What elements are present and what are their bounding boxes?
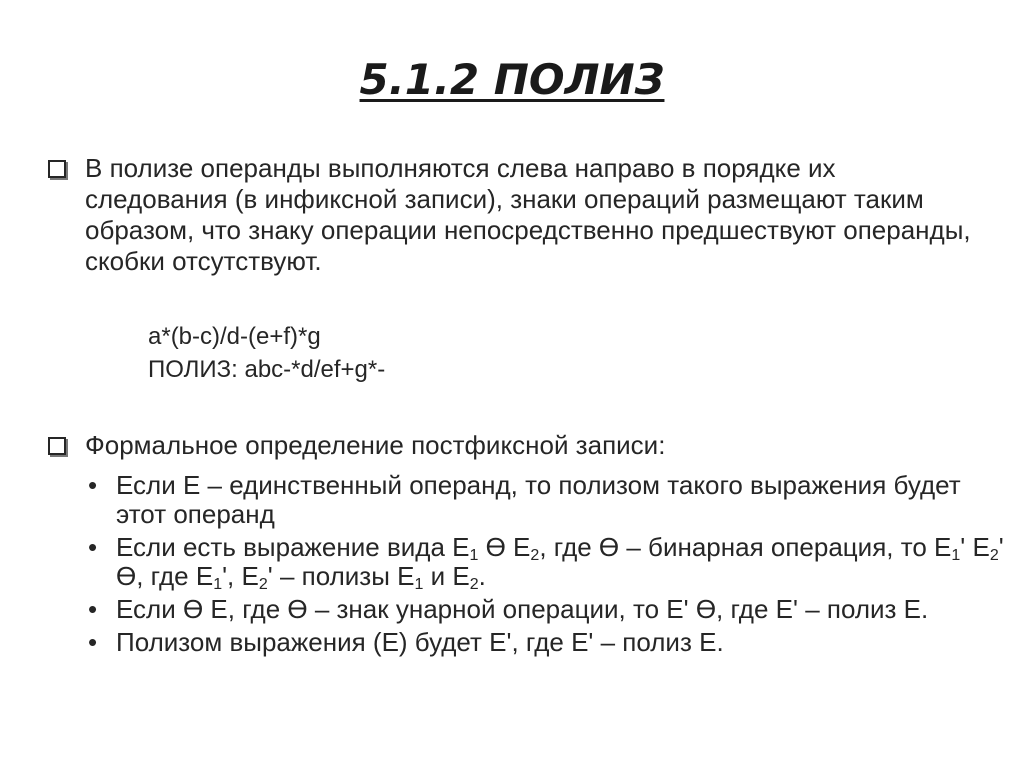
bullet-dot-icon: • (88, 627, 98, 657)
bullet-item-parentheses (88, 628, 1008, 657)
bullet-text: Если ϴ E, где ϴ – знак унарной операции, то E' ϴ, где E' – полиз E. (116, 594, 929, 624)
bullet-dot-icon: • (88, 470, 98, 500)
poliz-description-text: В полизе операнды выполняются слева направо в порядке их следования (в инфиксной записи), знаки операций размещают таким образом, что знаку операции непосредственно предшествуют операнды, скобки отсутствуют. (85, 153, 971, 276)
example-expression: a*(b-c)/d-(e+f)*g (148, 323, 321, 350)
bullet-dot-icon: • (88, 594, 98, 624)
bullet-text: Полизом выражения (E) будет E', где E' – полиз E. (116, 627, 724, 657)
slide-title: 5.1.2 ПОЛИЗ (359, 55, 665, 104)
bullet-text: Если E – единственный операнд, то полизом такого выражения будет этот операнд (116, 470, 961, 529)
bullet-dot-icon: • (88, 532, 98, 562)
checkbox-bullet-icon (48, 160, 66, 178)
bullet-item-single-operand (88, 471, 1008, 529)
example-poliz: ПОЛИЗ: abc-*d/ef+g*- (148, 356, 386, 383)
bullet-item-unary-operation (88, 595, 1008, 624)
definition-bullet-list (88, 471, 1008, 661)
checkbox-bullet-icon (48, 437, 66, 455)
checkbox-item-formal-definition (48, 430, 975, 461)
checkbox-item-poliz-definition (48, 153, 975, 277)
bullet-item-binary-operation (88, 533, 1008, 591)
formal-definition-heading: Формальное определение постфиксной записи: (85, 430, 666, 460)
bullet-text: Если есть выражение вида $E_1$ ϴ $E_2$, где ϴ – бинарная операция, то $E_1'$ $E_2'$ ϴ, где $E_1'$, $E_2'$ – полизы $E_1$ и $E_2$. (116, 532, 1004, 593)
